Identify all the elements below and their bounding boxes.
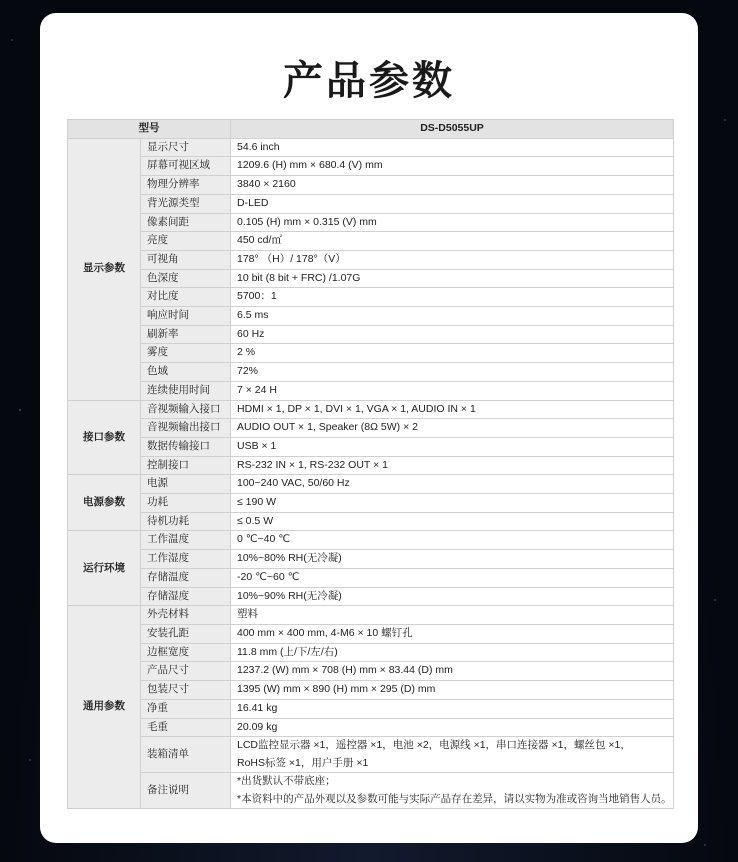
- param-value: 400 mm × 400 mm, 4-M6 × 10 螺钉孔: [231, 624, 674, 643]
- param-value: [231, 773, 674, 809]
- table-row: [68, 531, 674, 550]
- table-row: [68, 456, 674, 475]
- param-value: 3840 × 2160: [231, 176, 674, 195]
- param-value: 1395 (W) mm × 890 (H) mm × 295 (D) mm: [231, 681, 674, 700]
- table-row: [68, 550, 674, 569]
- param-value: 10%~80% RH(无冷凝): [231, 550, 674, 569]
- table-row: [68, 157, 674, 176]
- param-name: 可视角: [141, 250, 231, 269]
- param-value: 6.5 ms: [231, 307, 674, 326]
- param-value: HDMI × 1, DP × 1, DVI × 1, VGA × 1, AUDIO IN × 1: [231, 400, 674, 419]
- param-value: 塑料: [231, 606, 674, 625]
- table-row: [68, 419, 674, 438]
- table-row: [68, 737, 674, 773]
- param-value: 1209.6 (H) mm × 680.4 (V) mm: [231, 157, 674, 176]
- param-value: 16.41 kg: [231, 699, 674, 718]
- table-row: [68, 718, 674, 737]
- param-name: 待机功耗: [141, 512, 231, 531]
- table-row: [68, 269, 674, 288]
- table-row: [68, 381, 674, 400]
- param-value: 10%~90% RH(无冷凝): [231, 587, 674, 606]
- param-value-line: *本资料中的产品外观以及参数可能与实际产品存在差异，请以实物为准或咨询当地销售人员。: [237, 792, 672, 805]
- table-row: [68, 176, 674, 195]
- table-row: [68, 512, 674, 531]
- table-row: [68, 288, 674, 307]
- param-name: 连续使用时间: [141, 381, 231, 400]
- spec-body: [68, 138, 674, 809]
- param-value: 72%: [231, 363, 674, 382]
- param-name: 电源: [141, 475, 231, 494]
- param-name: 色深度: [141, 269, 231, 288]
- param-name: 外壳材料: [141, 606, 231, 625]
- param-value: ≤ 190 W: [231, 494, 674, 513]
- param-name: 工作湿度: [141, 550, 231, 569]
- param-value-line: *出货默认不带底座；: [237, 775, 336, 788]
- param-value: 1237.2 (W) mm × 708 (H) mm × 83.44 (D) mm: [231, 662, 674, 681]
- param-value: USB × 1: [231, 437, 674, 456]
- table-row: [68, 213, 674, 232]
- table-row: [68, 624, 674, 643]
- table-row: [68, 400, 674, 419]
- param-name: 显示尺寸: [141, 138, 231, 157]
- param-value: 450 cd/㎡: [231, 232, 674, 251]
- model-label: 型号: [68, 120, 231, 139]
- model-value: DS-D5055UP: [231, 120, 674, 139]
- param-name: 亮度: [141, 232, 231, 251]
- table-row: [68, 587, 674, 606]
- param-name: 控制接口: [141, 456, 231, 475]
- param-name: 背光源类型: [141, 194, 231, 213]
- param-value: 100~240 VAC, 50/60 Hz: [231, 475, 674, 494]
- param-value: 0 ℃~40 ℃: [231, 531, 674, 550]
- param-value: 20.09 kg: [231, 718, 674, 737]
- table-row: [68, 475, 674, 494]
- table-row: [68, 344, 674, 363]
- param-value: 54.6 inch: [231, 138, 674, 157]
- param-value: D-LED: [231, 194, 674, 213]
- param-value: RS-232 IN × 1, RS-232 OUT × 1: [231, 456, 674, 475]
- param-value-line: LCD监控显示器 ×1，遥控器 ×1，电池 ×2，电源线 ×1，串口连接器 ×1，螺丝包 ×1，: [237, 739, 631, 752]
- group-name: 电源参数: [68, 475, 141, 531]
- table-row: [68, 681, 674, 700]
- table-row: [68, 138, 674, 157]
- page-title: 产品参数: [283, 58, 455, 104]
- table-row: [68, 232, 674, 251]
- param-value: AUDIO OUT × 1, Speaker (8Ω 5W) × 2: [231, 419, 674, 438]
- table-row: [68, 325, 674, 344]
- param-name: 净重: [141, 699, 231, 718]
- param-name: 色域: [141, 363, 231, 382]
- table-row: [68, 363, 674, 382]
- param-name: 数据传输接口: [141, 437, 231, 456]
- param-name: 对比度: [141, 288, 231, 307]
- spec-card: [40, 13, 698, 843]
- param-name: 功耗: [141, 494, 231, 513]
- group-name: 运行环境: [68, 531, 141, 606]
- table-row: [68, 773, 674, 809]
- param-value: ≤ 0.5 W: [231, 512, 674, 531]
- param-value: 2 %: [231, 344, 674, 363]
- table-row: [68, 643, 674, 662]
- param-name: 存储湿度: [141, 587, 231, 606]
- param-name: 包装尺寸: [141, 681, 231, 700]
- group-name: 通用参数: [68, 606, 141, 809]
- param-name: 屏幕可视区域: [141, 157, 231, 176]
- param-name: 音视频输出接口: [141, 419, 231, 438]
- table-row: [68, 662, 674, 681]
- group-name: 接口参数: [68, 400, 141, 475]
- table-row: [68, 194, 674, 213]
- param-name: 音视频输入接口: [141, 400, 231, 419]
- param-value: 5700：1: [231, 288, 674, 307]
- param-value: 60 Hz: [231, 325, 674, 344]
- table-row: [68, 437, 674, 456]
- param-name: 毛重: [141, 718, 231, 737]
- param-name: 备注说明: [141, 773, 231, 809]
- param-value: 11.8 mm (上/下/左/右): [231, 643, 674, 662]
- param-value-line: RoHS标签 ×1，用户手册 ×1: [237, 756, 369, 769]
- param-name: 边框宽度: [141, 643, 231, 662]
- param-value: 0.105 (H) mm × 0.315 (V) mm: [231, 213, 674, 232]
- param-value: 10 bit (8 bit + FRC) /1.07G: [231, 269, 674, 288]
- param-value: 178° （H）/ 178°（V）: [231, 250, 674, 269]
- param-name: 像素间距: [141, 213, 231, 232]
- param-value: 7 × 24 H: [231, 381, 674, 400]
- param-name: 工作温度: [141, 531, 231, 550]
- table-row: [68, 250, 674, 269]
- table-row: [68, 568, 674, 587]
- table-row: [68, 606, 674, 625]
- param-name: 装箱清单: [141, 737, 231, 773]
- param-name: 刷新率: [141, 325, 231, 344]
- param-name: 雾度: [141, 344, 231, 363]
- param-name: 物理分辨率: [141, 176, 231, 195]
- table-row: [68, 699, 674, 718]
- param-name: 产品尺寸: [141, 662, 231, 681]
- table-row: [68, 494, 674, 513]
- spec-table: [67, 119, 674, 809]
- param-value: [231, 737, 674, 773]
- param-value: -20 ℃~60 ℃: [231, 568, 674, 587]
- group-name: 显示参数: [68, 138, 141, 400]
- param-name: 存储温度: [141, 568, 231, 587]
- table-row: [68, 307, 674, 326]
- table-header-row: [68, 120, 674, 139]
- param-name: 安装孔距: [141, 624, 231, 643]
- param-name: 响应时间: [141, 307, 231, 326]
